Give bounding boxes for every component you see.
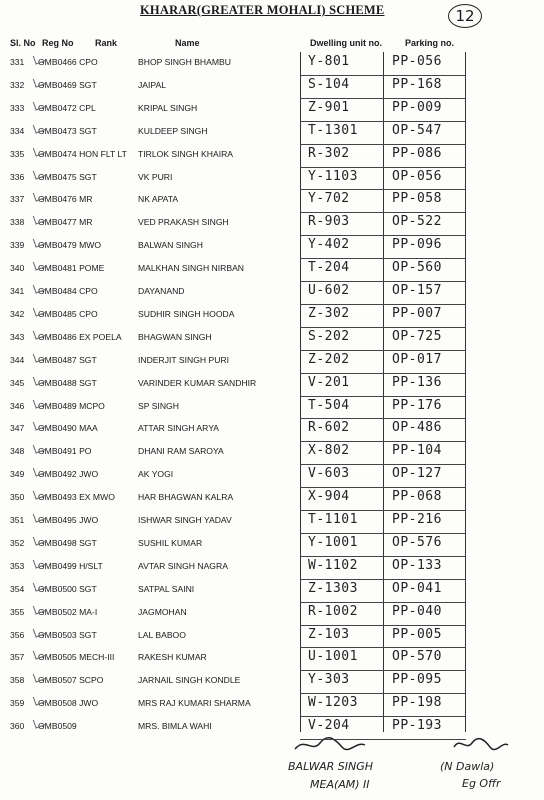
table-row bbox=[0, 76, 544, 99]
row-dwelling-unit: V-204 bbox=[308, 718, 350, 734]
row-reg-rank: GMB0474 HON FLT LT bbox=[38, 148, 127, 159]
row-sl-no: 352 bbox=[10, 537, 25, 548]
row-name: BHOP SINGH BHAMBU bbox=[138, 57, 231, 67]
row-reg-rank: GMB0493 EX MWO bbox=[38, 492, 115, 503]
row-sl-no: 339 bbox=[10, 240, 25, 251]
row-name: INDERJIT SINGH PURI bbox=[138, 354, 230, 365]
table-row bbox=[0, 442, 544, 465]
row-parking-no: OP-486 bbox=[392, 420, 442, 436]
row-name: NK APATA bbox=[138, 194, 179, 205]
table-row bbox=[0, 236, 544, 259]
header-sl-no: Sl. No bbox=[10, 38, 36, 48]
row-reg-rank: GMB0491 PO bbox=[38, 446, 92, 457]
row-name: MALKHAN SINGH NIRBAN bbox=[138, 263, 245, 274]
header-rank: Rank bbox=[95, 38, 118, 48]
row-name: BHAGWAN SINGH bbox=[138, 331, 212, 342]
row-divider bbox=[300, 647, 466, 648]
row-parking-no: OP-522 bbox=[392, 214, 442, 230]
signature-left-scribble bbox=[290, 735, 370, 755]
row-parking-no: PP-096 bbox=[392, 237, 442, 253]
row-name: SATPAL SAINI bbox=[138, 583, 195, 594]
row-sl-no: 349 bbox=[10, 469, 25, 480]
row-reg-rank: GMB0481 POME bbox=[38, 263, 105, 274]
table-row bbox=[0, 419, 544, 442]
row-sl-no: 346 bbox=[10, 400, 25, 411]
row-reg-rank: GMB0508 JWO bbox=[38, 698, 99, 709]
row-sl-no: 338 bbox=[10, 217, 25, 228]
row-dwelling-unit: T-1301 bbox=[308, 122, 358, 138]
table-row bbox=[0, 145, 544, 168]
row-divider bbox=[300, 212, 466, 213]
table-row bbox=[0, 122, 544, 145]
row-reg-rank: GMB0509 bbox=[38, 721, 77, 732]
row-name: VED PRAKASH SINGH bbox=[138, 217, 229, 228]
row-parking-no: PP-193 bbox=[392, 718, 442, 734]
row-parking-no: OP-576 bbox=[392, 534, 442, 550]
row-reg-rank: GMB0473 SGT bbox=[38, 125, 97, 136]
table-row bbox=[0, 259, 544, 282]
row-name: AK YOGI bbox=[138, 469, 174, 480]
row-parking-no: PP-168 bbox=[392, 76, 442, 92]
row-name: KULDEEP SINGH bbox=[138, 125, 208, 136]
row-parking-no: OP-547 bbox=[392, 122, 442, 138]
row-divider bbox=[300, 670, 466, 671]
row-sl-no: 334 bbox=[10, 125, 25, 136]
row-sl-no: 336 bbox=[10, 171, 25, 182]
row-sl-no: 347 bbox=[10, 423, 25, 434]
row-divider bbox=[300, 281, 466, 282]
row-name: AVTAR SINGH NAGRA bbox=[138, 560, 228, 571]
row-sl-no: 332 bbox=[10, 79, 25, 90]
row-reg-rank: GMB0492 JWO bbox=[38, 469, 99, 480]
row-reg-rank: GMB0484 CPO bbox=[38, 286, 98, 296]
row-name: KRIPAL SINGH bbox=[138, 102, 198, 113]
row-name: HAR BHAGWAN KALRA bbox=[138, 492, 234, 503]
row-divider bbox=[300, 579, 466, 580]
row-divider bbox=[300, 304, 466, 305]
table-row bbox=[0, 488, 544, 511]
row-sl-no: 350 bbox=[10, 492, 25, 503]
row-reg-rank: GMB0503 SGT bbox=[38, 629, 97, 640]
row-sl-no: 357 bbox=[10, 652, 25, 663]
row-name: BALWAN SINGH bbox=[138, 240, 203, 251]
row-dwelling-unit: Z-103 bbox=[308, 626, 350, 642]
row-parking-no: PP-086 bbox=[392, 145, 442, 161]
row-name: JAIPAL bbox=[138, 79, 167, 90]
row-parking-no: OP-725 bbox=[392, 328, 442, 344]
row-divider bbox=[300, 441, 466, 442]
row-reg-rank: GMB0490 MAA bbox=[38, 423, 98, 434]
row-divider bbox=[300, 121, 466, 122]
table-row bbox=[0, 511, 544, 534]
table-row bbox=[0, 603, 544, 626]
table-row bbox=[0, 648, 544, 671]
row-dwelling-unit: Z-202 bbox=[308, 351, 350, 367]
row-parking-no: PP-104 bbox=[392, 443, 442, 459]
row-reg-rank: GMB0466 CPO bbox=[38, 57, 98, 67]
row-sl-no: 351 bbox=[10, 515, 25, 525]
row-dwelling-unit: T-504 bbox=[308, 397, 350, 413]
row-name: MRS RAJ KUMARI SHARMA bbox=[138, 698, 251, 709]
row-sl-no: 344 bbox=[10, 354, 25, 365]
table-row bbox=[0, 580, 544, 603]
row-divider bbox=[300, 235, 466, 236]
row-dwelling-unit: T-1101 bbox=[308, 512, 358, 527]
row-divider bbox=[300, 533, 466, 534]
row-parking-no: PP-068 bbox=[392, 489, 442, 505]
row-divider bbox=[300, 98, 466, 99]
row-parking-no: OP-157 bbox=[392, 283, 442, 298]
row-divider bbox=[300, 144, 466, 145]
row-dwelling-unit: W-1102 bbox=[308, 557, 358, 573]
row-name: VK PURI bbox=[138, 171, 173, 182]
row-reg-rank: GMB0488 SGT bbox=[38, 377, 97, 388]
row-parking-no: PP-058 bbox=[392, 191, 442, 207]
table-row bbox=[0, 328, 544, 351]
row-parking-no: OP-127 bbox=[392, 466, 442, 482]
row-reg-rank: GMB0507 SCPO bbox=[38, 675, 104, 686]
row-parking-no: PP-136 bbox=[392, 374, 442, 390]
row-parking-no: OP-570 bbox=[392, 649, 442, 665]
row-name: DAYANAND bbox=[138, 286, 185, 296]
row-divider bbox=[300, 75, 466, 76]
row-divider bbox=[300, 487, 466, 488]
signature-right-designation: Eg Offr bbox=[462, 777, 501, 790]
row-sl-no: 342 bbox=[10, 308, 25, 319]
row-sl-no: 358 bbox=[10, 675, 25, 686]
row-dwelling-unit: W-1203 bbox=[308, 695, 358, 711]
row-dwelling-unit: X-904 bbox=[308, 489, 350, 505]
row-parking-no: PP-007 bbox=[392, 305, 442, 321]
table-row bbox=[0, 282, 544, 305]
page-number: 12 bbox=[448, 4, 482, 28]
row-divider bbox=[300, 602, 466, 603]
row-dwelling-unit: Y-303 bbox=[308, 672, 350, 688]
row-name: ISHWAR SINGH YADAV bbox=[138, 515, 232, 525]
signature-right-name: (N Dawla) bbox=[440, 760, 495, 773]
row-divider bbox=[300, 167, 466, 168]
row-dwelling-unit: R-302 bbox=[308, 145, 350, 161]
row-divider bbox=[300, 739, 466, 740]
row-dwelling-unit: R-903 bbox=[308, 214, 350, 230]
row-dwelling-unit: U-602 bbox=[308, 283, 350, 298]
row-divider bbox=[300, 373, 466, 374]
row-parking-no: PP-095 bbox=[392, 672, 442, 688]
row-reg-rank: GMB0487 SGT bbox=[38, 354, 97, 365]
row-divider bbox=[300, 556, 466, 557]
row-dwelling-unit: T-204 bbox=[308, 260, 350, 276]
row-reg-rank: GMB0498 SGT bbox=[38, 537, 97, 548]
row-sl-no: 360 bbox=[10, 721, 25, 732]
table-row bbox=[0, 465, 544, 488]
row-parking-no: OP-056 bbox=[392, 168, 442, 184]
row-reg-rank: GMB0475 SGT bbox=[38, 171, 97, 182]
row-divider bbox=[300, 258, 466, 259]
row-divider bbox=[300, 510, 466, 511]
row-sl-no: 356 bbox=[10, 629, 25, 640]
row-reg-rank: GMB0505 MECH-III bbox=[38, 652, 115, 663]
row-sl-no: 335 bbox=[10, 148, 25, 159]
row-parking-no: OP-560 bbox=[392, 260, 442, 276]
row-reg-rank: GMB0476 MR bbox=[38, 194, 93, 205]
table-row bbox=[0, 534, 544, 557]
row-sl-no: 359 bbox=[10, 698, 25, 709]
row-parking-no: OP-133 bbox=[392, 557, 442, 573]
row-parking-no: PP-005 bbox=[392, 626, 442, 642]
row-dwelling-unit: Y-1103 bbox=[308, 168, 358, 184]
header-name: Name bbox=[175, 38, 200, 48]
row-reg-rank: GMB0499 H/SLT bbox=[38, 560, 103, 571]
row-name: TIRLOK SINGH KHAIRA bbox=[138, 148, 234, 159]
row-dwelling-unit: Z-302 bbox=[308, 305, 350, 321]
row-parking-no: PP-176 bbox=[392, 397, 442, 413]
table-row bbox=[0, 374, 544, 397]
row-reg-rank: GMB0469 SGT bbox=[38, 79, 97, 90]
row-sl-no: 333 bbox=[10, 102, 25, 113]
row-divider bbox=[300, 418, 466, 419]
row-name: ATTAR SINGH ARYA bbox=[138, 423, 220, 434]
row-divider bbox=[300, 693, 466, 694]
table-row bbox=[0, 626, 544, 649]
row-parking-no: PP-198 bbox=[392, 695, 442, 711]
row-name: DHANI RAM SAROYA bbox=[138, 446, 224, 457]
table-row bbox=[0, 53, 544, 76]
row-dwelling-unit: Y-702 bbox=[308, 191, 350, 207]
header-dwelling: Dwelling unit no. bbox=[310, 38, 382, 48]
document-title: KHARAR(GREATER MOHALI) SCHEME bbox=[140, 3, 385, 17]
row-name: MRS. BIMLA WAHI bbox=[138, 721, 212, 732]
row-sl-no: 343 bbox=[10, 331, 25, 342]
row-parking-no: PP-056 bbox=[392, 54, 442, 69]
row-dwelling-unit: S-202 bbox=[308, 328, 350, 344]
row-divider bbox=[300, 189, 466, 190]
row-parking-no: OP-041 bbox=[392, 580, 442, 596]
header-parking: Parking no. bbox=[405, 38, 455, 48]
row-dwelling-unit: Y-1001 bbox=[308, 534, 358, 550]
row-sl-no: 337 bbox=[10, 194, 25, 205]
row-reg-rank: GMB0502 MA-I bbox=[38, 606, 98, 617]
row-divider bbox=[300, 625, 466, 626]
header-reg-no: Reg No bbox=[42, 38, 74, 48]
row-sl-no: 331 bbox=[10, 57, 25, 67]
row-name: SUDHIR SINGH HOODA bbox=[138, 308, 235, 319]
row-reg-rank: GMB0472 CPL bbox=[38, 102, 96, 113]
row-reg-rank: GMB0485 CPO bbox=[38, 308, 98, 319]
row-name: SP SINGH bbox=[138, 400, 179, 411]
row-dwelling-unit: S-104 bbox=[308, 76, 350, 92]
row-name: LAL BABOO bbox=[138, 629, 186, 640]
row-name: RAKESH KUMAR bbox=[138, 652, 207, 663]
signature-left-designation: MEA(AM) II bbox=[310, 778, 370, 791]
row-name: JAGMOHAN bbox=[138, 606, 187, 617]
row-parking-no: PP-009 bbox=[392, 99, 442, 115]
row-dwelling-unit: X-802 bbox=[308, 443, 350, 459]
row-name: SUSHIL KUMAR bbox=[138, 537, 203, 548]
row-sl-no: 354 bbox=[10, 583, 25, 594]
table-row bbox=[0, 190, 544, 213]
row-sl-no: 341 bbox=[10, 286, 25, 296]
row-name: JARNAIL SINGH KONDLE bbox=[138, 675, 241, 686]
row-reg-rank: GMB0500 SGT bbox=[38, 583, 97, 594]
row-divider bbox=[300, 396, 466, 397]
row-sl-no: 353 bbox=[10, 560, 25, 571]
row-parking-no: PP-216 bbox=[392, 512, 442, 527]
row-divider bbox=[300, 327, 466, 328]
row-dwelling-unit: Z-901 bbox=[308, 99, 350, 115]
table-row bbox=[0, 305, 544, 328]
table-row bbox=[0, 671, 544, 694]
row-divider bbox=[300, 350, 466, 351]
row-parking-no: PP-040 bbox=[392, 603, 442, 619]
row-reg-rank: GMB0489 MCPO bbox=[38, 400, 105, 411]
table-row bbox=[0, 694, 544, 717]
row-sl-no: 348 bbox=[10, 446, 25, 457]
row-dwelling-unit: R-602 bbox=[308, 420, 350, 436]
table-row bbox=[0, 351, 544, 374]
row-reg-rank: GMB0477 MR bbox=[38, 217, 93, 228]
row-reg-rank: GMB0486 EX POELA bbox=[38, 331, 122, 342]
row-divider bbox=[300, 464, 466, 465]
row-dwelling-unit: Z-1303 bbox=[308, 580, 358, 596]
table-row bbox=[0, 168, 544, 191]
row-name: VARINDER KUMAR SANDHIR bbox=[138, 377, 257, 388]
row-parking-no: OP-017 bbox=[392, 351, 442, 367]
table-row bbox=[0, 557, 544, 580]
row-reg-rank: GMB0495 JWO bbox=[38, 515, 99, 525]
row-sl-no: 340 bbox=[10, 263, 25, 274]
row-sl-no: 355 bbox=[10, 606, 25, 617]
row-divider bbox=[300, 716, 466, 717]
row-dwelling-unit: R-1002 bbox=[308, 603, 358, 619]
table-row bbox=[0, 213, 544, 236]
row-dwelling-unit: V-201 bbox=[308, 374, 350, 390]
signature-left-name: BALWAR SINGH bbox=[288, 760, 373, 773]
row-dwelling-unit: U-1001 bbox=[308, 649, 358, 665]
row-dwelling-unit: Y-402 bbox=[308, 237, 350, 253]
signature-right-scribble bbox=[450, 735, 510, 755]
table-row bbox=[0, 397, 544, 420]
row-reg-rank: GMB0479 MWO bbox=[38, 240, 102, 251]
row-dwelling-unit: Y-801 bbox=[308, 54, 350, 69]
table-row bbox=[0, 99, 544, 122]
row-dwelling-unit: V-603 bbox=[308, 466, 350, 482]
row-sl-no: 345 bbox=[10, 377, 25, 388]
